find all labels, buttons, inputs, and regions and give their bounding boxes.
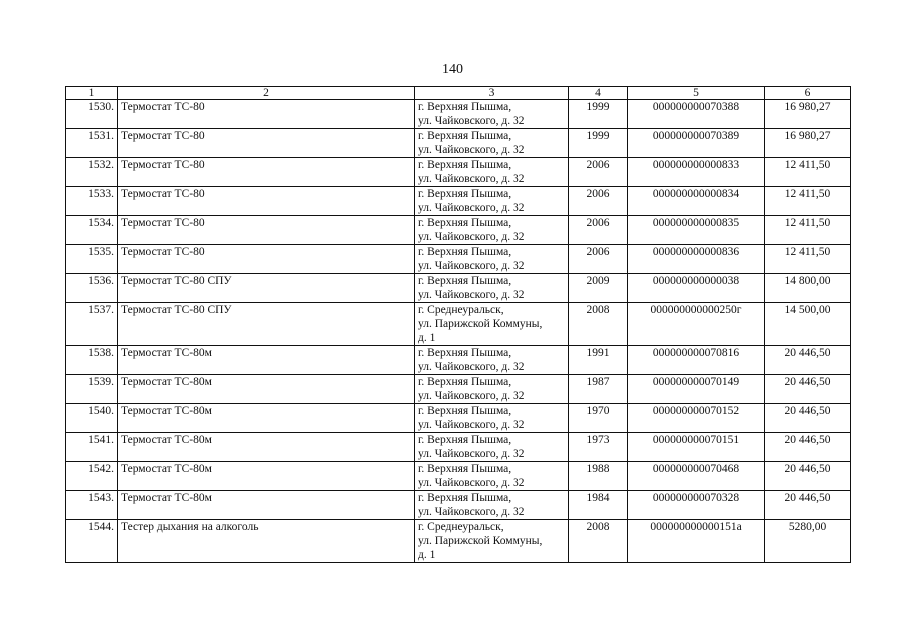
item-name-cell: Термостат ТС-80м [118,462,415,491]
cost-cell: 20 446,50 [765,346,851,375]
table-row [66,491,851,520]
address-line: ул. Чайковского, д. 32 [418,289,525,301]
inventory-number-cell: 000000000070151 [628,433,765,462]
table-row [66,158,851,187]
address-cell [415,404,569,433]
cost-cell: 5280,00 [765,520,851,563]
year-cell: 1999 [569,100,628,129]
address-line: г. Верхняя Пышма, [418,347,512,359]
address-line: ул. Чайковского, д. 32 [418,448,525,460]
address-cell [415,303,569,346]
address-line: ул. Чайковского, д. 32 [418,361,525,373]
row-number-cell: 1532. [66,158,118,187]
row-number-cell: 1530. [66,100,118,129]
column-header-2: 2 [118,87,415,100]
address-line: г. Верхняя Пышма, [418,246,512,258]
cost-cell: 14 500,00 [765,303,851,346]
item-name-cell: Термостат ТС-80м [118,346,415,375]
table-row [66,100,851,129]
inventory-number-cell: 000000000000835 [628,216,765,245]
cost-cell: 12 411,50 [765,187,851,216]
year-cell: 1987 [569,375,628,404]
row-number-cell: 1537. [66,303,118,346]
inventory-number-cell: 000000000000151а [628,520,765,563]
address-line: ул. Чайковского, д. 32 [418,115,525,127]
column-header-3: 3 [415,87,569,100]
address-cell [415,158,569,187]
column-header-6: 6 [765,87,851,100]
inventory-number-cell: 000000000070149 [628,375,765,404]
inventory-number-cell: 000000000000836 [628,245,765,274]
table-row [66,520,851,563]
row-number-cell: 1540. [66,404,118,433]
address-line: г. Верхняя Пышма, [418,275,512,287]
inventory-number-cell: 000000000070328 [628,491,765,520]
inventory-number-cell: 000000000000038 [628,274,765,303]
table-row [66,404,851,433]
year-cell: 2008 [569,520,628,563]
address-line: г. Среднеуральск, [418,521,504,533]
row-number-cell: 1542. [66,462,118,491]
item-name-cell: Термостат ТС-80м [118,404,415,433]
table-row [66,129,851,158]
address-line: ул. Чайковского, д. 32 [418,144,525,156]
cost-cell: 12 411,50 [765,158,851,187]
item-name-cell: Термостат ТС-80 [118,158,415,187]
column-header-1: 1 [66,87,118,100]
address-line: ул. Чайковского, д. 32 [418,506,525,518]
address-line: г. Верхняя Пышма, [418,188,512,200]
year-cell: 1984 [569,491,628,520]
column-header-4: 4 [569,87,628,100]
address-line: г. Верхняя Пышма, [418,217,512,229]
item-name-cell: Термостат ТС-80 [118,129,415,158]
year-cell: 2008 [569,303,628,346]
address-line: ул. Чайковского, д. 32 [418,173,525,185]
row-number-cell: 1543. [66,491,118,520]
item-name-cell: Термостат ТС-80м [118,491,415,520]
address-cell [415,520,569,563]
address-line: г. Верхняя Пышма, [418,492,512,504]
address-line: г. Верхняя Пышма, [418,376,512,388]
year-cell: 1999 [569,129,628,158]
year-cell: 2006 [569,216,628,245]
row-number-cell: 1541. [66,433,118,462]
address-line: ул. Чайковского, д. 32 [418,260,525,272]
item-name-cell: Термостат ТС-80 [118,245,415,274]
row-number-cell: 1533. [66,187,118,216]
address-line: г. Верхняя Пышма, [418,463,512,475]
item-name-cell: Термостат ТС-80 [118,100,415,129]
header-row [66,87,851,100]
inventory-number-cell: 000000000070468 [628,462,765,491]
column-header-5: 5 [628,87,765,100]
row-number-cell: 1531. [66,129,118,158]
table-row [66,216,851,245]
cost-cell: 20 446,50 [765,404,851,433]
address-line: ул. Чайковского, д. 32 [418,390,525,402]
row-number-cell: 1538. [66,346,118,375]
row-number-cell: 1539. [66,375,118,404]
page-number: 140 [442,62,463,77]
table-header [66,87,851,100]
address-cell [415,245,569,274]
address-cell [415,187,569,216]
inventory-table [65,86,851,563]
item-name-cell: Тестер дыхания на алкоголь [118,520,415,563]
cost-cell: 14 800,00 [765,274,851,303]
table-row [66,303,851,346]
item-name-cell: Термостат ТС-80м [118,375,415,404]
address-line: ул. Чайковского, д. 32 [418,477,525,489]
cost-cell: 20 446,50 [765,491,851,520]
table-row [66,375,851,404]
address-cell [415,375,569,404]
inventory-number-cell: 000000000000833 [628,158,765,187]
item-name-cell: Термостат ТС-80 [118,187,415,216]
table-row [66,187,851,216]
year-cell: 1973 [569,433,628,462]
item-name-cell: Термостат ТС-80м [118,433,415,462]
year-cell: 2006 [569,187,628,216]
address-cell [415,433,569,462]
address-line: ул. Чайковского, д. 32 [418,202,525,214]
table-row [66,274,851,303]
inventory-number-cell: 000000000000250г [628,303,765,346]
cost-cell: 20 446,50 [765,375,851,404]
year-cell: 1991 [569,346,628,375]
cost-cell: 20 446,50 [765,433,851,462]
address-line: ул. Чайковского, д. 32 [418,231,525,243]
address-cell [415,491,569,520]
cost-cell: 20 446,50 [765,462,851,491]
year-cell: 2006 [569,245,628,274]
address-line: д. 1 [418,549,436,561]
address-cell [415,100,569,129]
address-line: г. Верхняя Пышма, [418,405,512,417]
address-line: ул. Парижской Коммуны, [418,535,543,547]
item-name-cell: Термостат ТС-80 СПУ [118,303,415,346]
row-number-cell: 1536. [66,274,118,303]
table-row [66,433,851,462]
row-number-cell: 1535. [66,245,118,274]
inventory-number-cell: 000000000070152 [628,404,765,433]
item-name-cell: Термостат ТС-80 СПУ [118,274,415,303]
address-line: г. Верхняя Пышма, [418,159,512,171]
address-cell [415,462,569,491]
inventory-number-cell: 000000000070816 [628,346,765,375]
table-row [66,245,851,274]
address-cell [415,274,569,303]
item-name-cell: Термостат ТС-80 [118,216,415,245]
address-cell [415,129,569,158]
row-number-cell: 1534. [66,216,118,245]
year-cell: 1970 [569,404,628,433]
year-cell: 2009 [569,274,628,303]
year-cell: 1988 [569,462,628,491]
table-body [66,100,851,563]
year-cell: 2006 [569,158,628,187]
cost-cell: 16 980,27 [765,100,851,129]
table-row [66,346,851,375]
address-line: ул. Чайковского, д. 32 [418,419,525,431]
address-line: д. 1 [418,332,436,344]
address-line: г. Верхняя Пышма, [418,434,512,446]
row-number-cell: 1544. [66,520,118,563]
address-line: г. Верхняя Пышма, [418,101,512,113]
inventory-number-cell: 000000000070388 [628,100,765,129]
address-cell [415,346,569,375]
address-line: г. Верхняя Пышма, [418,130,512,142]
inventory-number-cell: 000000000070389 [628,129,765,158]
cost-cell: 16 980,27 [765,129,851,158]
cost-cell: 12 411,50 [765,216,851,245]
address-line: г. Среднеуральск, [418,304,504,316]
table-row [66,462,851,491]
address-cell [415,216,569,245]
cost-cell: 12 411,50 [765,245,851,274]
inventory-number-cell: 000000000000834 [628,187,765,216]
address-line: ул. Парижской Коммуны, [418,318,543,330]
